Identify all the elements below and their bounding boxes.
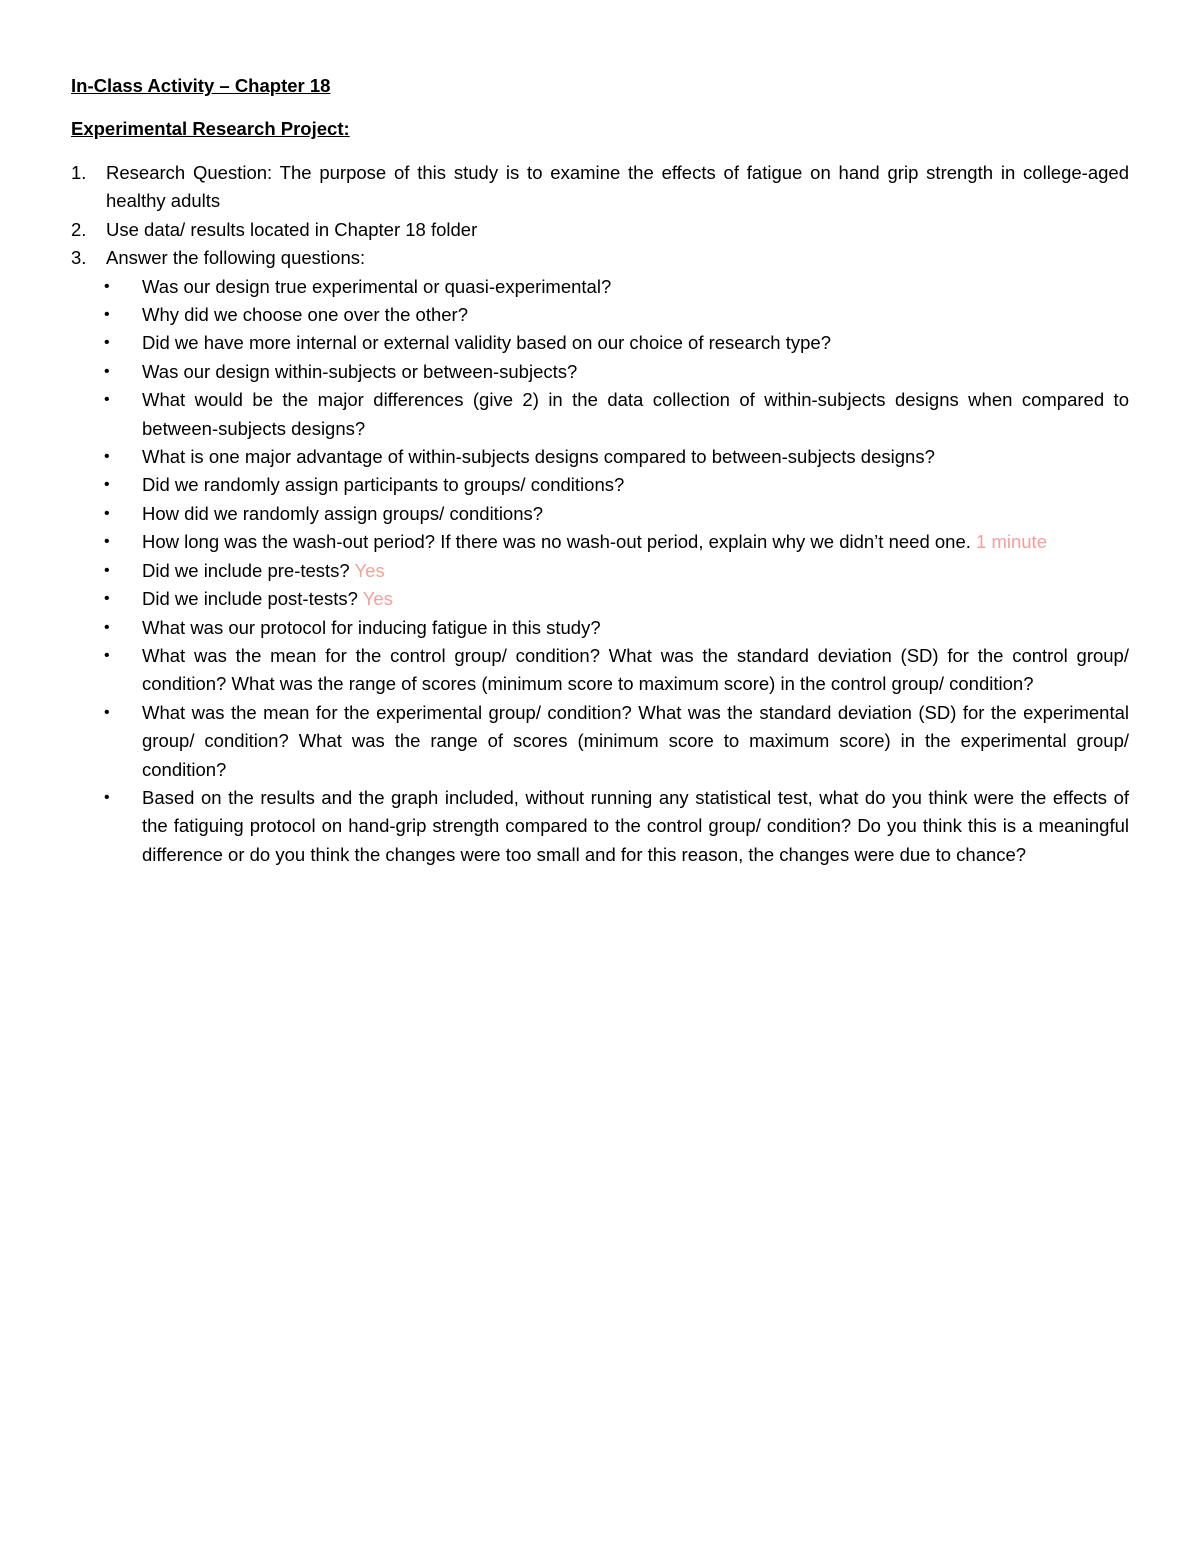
question-item xyxy=(71,614,1129,642)
question-text: Did we include pre-tests? xyxy=(142,559,350,581)
bullet-icon: • xyxy=(104,590,110,608)
bullet-icon: • xyxy=(104,504,110,522)
bullet-icon: • xyxy=(104,277,110,295)
item-text: Use data/ results located in Chapter 18 folder xyxy=(106,218,478,240)
bullet-icon: • xyxy=(104,448,110,466)
numbered-item xyxy=(71,244,1129,272)
question-text: Why did we choose one over the other? xyxy=(142,304,468,326)
question-text: Was our design true experimental or quasi-experimental? xyxy=(142,275,612,297)
question-text: Did we randomly assign participants to groups/ conditions? xyxy=(142,474,625,496)
document-page xyxy=(71,72,1129,869)
question-item xyxy=(71,358,1129,386)
numbered-item xyxy=(71,216,1129,244)
question-item xyxy=(71,443,1129,471)
document-title: In-Class Activity – Chapter 18 xyxy=(71,75,331,96)
question-item xyxy=(71,386,1129,443)
question-item xyxy=(71,642,1129,699)
numbered-list xyxy=(71,159,1129,273)
answer-text: Yes xyxy=(362,588,393,610)
item-number: 1. xyxy=(71,162,87,183)
question-text: Based on the results and the graph included, without running any statistical test, what do you think were the effects of the fatiguing protocol on hand-grip strength compared to the control group/ condition? Do you think this is a meaningful difference or do you think the changes were too small and for this reason, the changes were due to chance? xyxy=(142,786,1129,865)
question-item xyxy=(71,301,1129,329)
bullet-icon: • xyxy=(104,391,110,409)
answer-text: Yes xyxy=(354,559,385,581)
bullet-icon: • xyxy=(104,788,110,806)
bullet-icon: • xyxy=(104,618,110,636)
bullet-icon: • xyxy=(104,362,110,380)
item-text: Research Question: The purpose of this study is to examine the effects of fatigue on hand grip strength in college-aged healthy adults xyxy=(106,162,1129,212)
question-text: What was the mean for the control group/ condition? What was the standard deviation (SD) for the control group/ condition? What was the range of scores (minimum score to maximum score) in the control group/ condition? xyxy=(142,644,1129,695)
bullet-icon: • xyxy=(104,646,110,664)
questions-list xyxy=(71,273,1129,870)
question-text: What would be the major differences (give 2) in the data collection of within-subjects designs when compared to between-subjects designs? xyxy=(142,389,1129,439)
question-text: What was our protocol for inducing fatigue in this study? xyxy=(142,616,601,638)
question-text: Did we include post-tests? xyxy=(142,588,358,610)
numbered-item xyxy=(71,159,1129,216)
question-text: What is one major advantage of within-subjects designs compared to between-subjects designs? xyxy=(142,446,935,468)
bullet-icon: • xyxy=(104,334,110,352)
question-item xyxy=(71,528,1129,556)
question-item xyxy=(71,471,1129,499)
item-text: Answer the following questions: xyxy=(106,247,366,269)
item-number: 3. xyxy=(71,247,87,269)
bullet-icon: • xyxy=(104,306,110,324)
item-number: 2. xyxy=(71,218,87,240)
question-item xyxy=(71,585,1129,613)
question-item xyxy=(71,557,1129,585)
question-item xyxy=(71,784,1129,869)
question-text: How long was the wash-out period? If there was no wash-out period, explain why we didn’t need one. xyxy=(142,531,971,553)
question-text: Did we have more internal or external validity based on our choice of research type? xyxy=(142,332,831,354)
question-item xyxy=(71,500,1129,528)
bullet-icon: • xyxy=(104,561,110,579)
bullet-icon: • xyxy=(104,533,110,551)
question-item xyxy=(71,273,1129,301)
section-title: Experimental Research Project: xyxy=(71,118,350,139)
question-text: How did we randomly assign groups/ conditions? xyxy=(142,502,544,524)
question-text: Was our design within-subjects or between-subjects? xyxy=(142,360,578,382)
question-item xyxy=(71,699,1129,784)
bullet-icon: • xyxy=(104,476,110,494)
bullet-icon: • xyxy=(104,703,110,721)
question-item xyxy=(71,329,1129,357)
question-text: What was the mean for the experimental group/ condition? What was the standard deviation (SD) for the experimental group/ condition? What was the range of scores (minimum score to maximum score) in the experimental group/ condition? xyxy=(142,701,1129,780)
answer-text: 1 minute xyxy=(976,531,1047,553)
